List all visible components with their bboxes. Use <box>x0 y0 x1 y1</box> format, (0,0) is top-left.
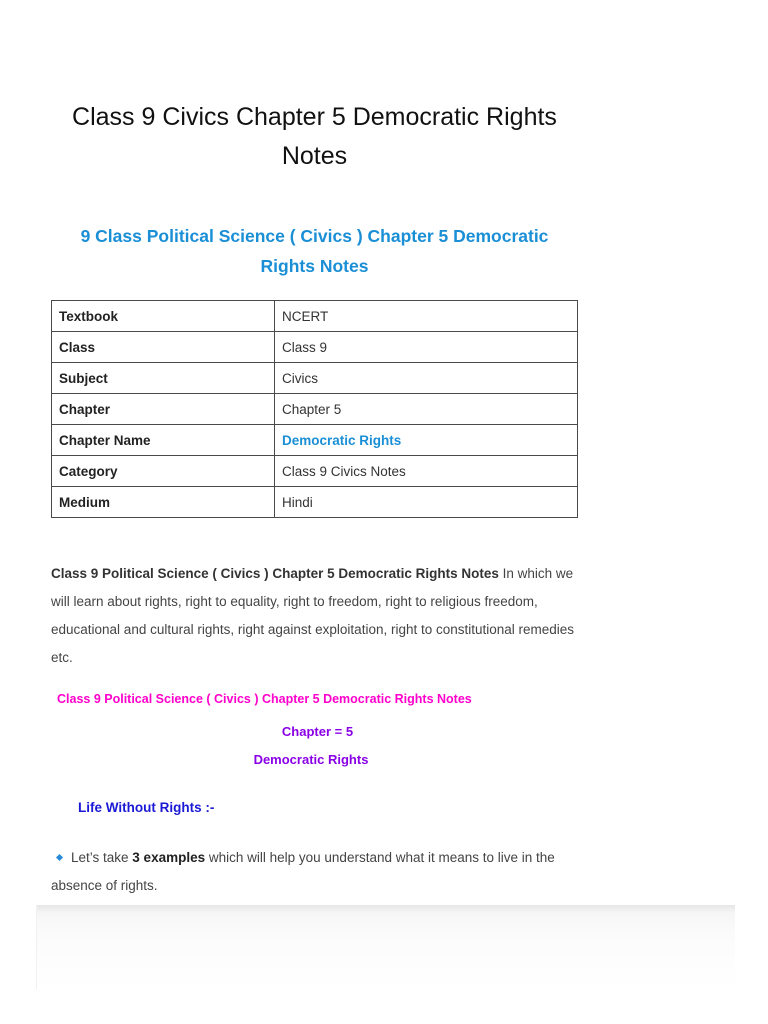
info-table <box>51 300 578 518</box>
chapter-name: Democratic Rights <box>253 752 369 767</box>
chapter-number: Chapter = 5 <box>281 724 354 739</box>
sub-title: 9 Class Political Science ( Civics ) Chapter 5 Democratic Rights Notes <box>80 226 549 276</box>
table-value: Class 9 <box>275 332 578 363</box>
table-row <box>52 487 578 518</box>
table-row <box>52 363 578 394</box>
table-value: Chapter 5 <box>275 394 578 425</box>
page-title: Class 9 Civics Chapter 5 Democratic Rights Notes <box>72 103 557 170</box>
examples-post: which will help you understand what it means to live in the absence of rights. <box>51 850 555 893</box>
chapter-name-link[interactable]: Democratic Rights <box>275 425 578 456</box>
examples-paragraph <box>51 844 571 900</box>
table-value: Class 9 Civics Notes <box>275 456 578 487</box>
intro-bold: Class 9 Political Science ( Civics ) Chapter 5 Democratic Rights Notes <box>51 566 499 581</box>
table-row <box>52 332 578 363</box>
diamond-bullet-icon <box>56 854 63 861</box>
pink-heading: Class 9 Political Science ( Civics ) Chapter 5 Democratic Rights Notes <box>57 692 472 706</box>
table-key: Chapter <box>52 394 275 425</box>
table-value: Hindi <box>275 487 578 518</box>
life-without-rights-heading: Life Without Rights :- <box>78 800 215 815</box>
table-value: NCERT <box>275 301 578 332</box>
table-row <box>52 456 578 487</box>
table-key: Category <box>52 456 275 487</box>
table-row <box>52 425 578 456</box>
table-key: Class <box>52 332 275 363</box>
bottom-shade <box>36 905 735 989</box>
examples-bold: 3 examples <box>132 850 206 865</box>
intro-paragraph <box>51 560 591 672</box>
table-row <box>52 394 578 425</box>
intro-text: In which we will learn about rights, right to equality, right to freedom, right to religious freedom, educational and cultural rights, right against exploitation, right to constitutional remedies etc. <box>51 566 575 665</box>
table-row <box>52 301 578 332</box>
table-key: Textbook <box>52 301 275 332</box>
examples-pre: Let’s take <box>71 850 133 865</box>
table-key: Chapter Name <box>52 425 275 456</box>
table-key: Subject <box>52 363 275 394</box>
table-key: Medium <box>52 487 275 518</box>
table-value: Civics <box>275 363 578 394</box>
